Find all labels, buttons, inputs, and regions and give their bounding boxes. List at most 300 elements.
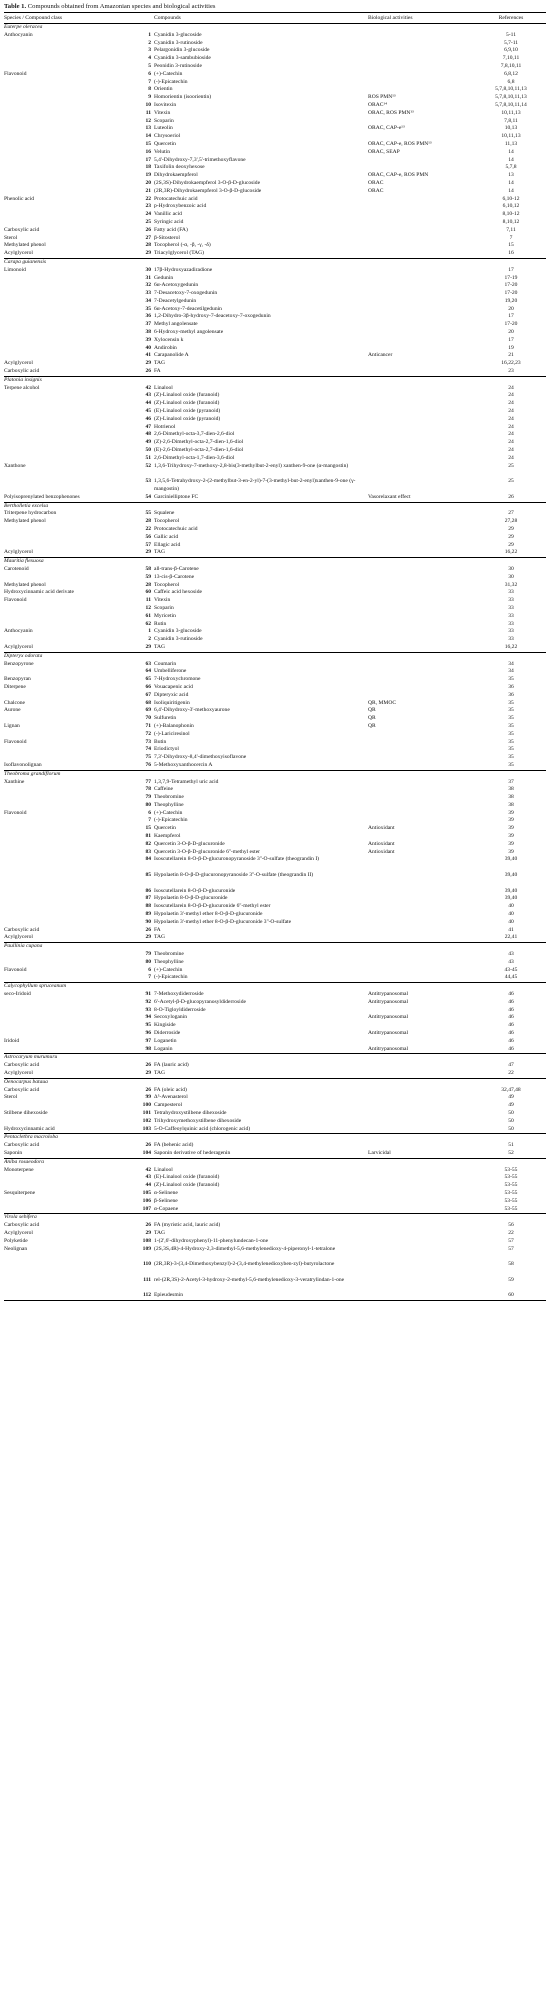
compound-number-cell: 11 [145, 109, 151, 116]
references-cell: 17-19 [504, 274, 518, 281]
compound-number-cell: 19 [145, 172, 151, 179]
table-row [4, 895, 546, 903]
species-name: Virola sebifera [4, 1214, 546, 1222]
references-cell: 35 [508, 746, 514, 753]
biological-activity-cell [368, 219, 476, 227]
biological-activity-cell [368, 833, 476, 841]
compound-number-cell: 29 [145, 549, 151, 556]
compound-number-cell: 42 [145, 384, 151, 391]
compound-class-cell [4, 79, 134, 87]
compound-name-cell: β-Selinene [154, 1197, 178, 1204]
compound-name-cell: 6-Hydroxy-methyl angolensate [154, 329, 224, 336]
biological-activity-cell [368, 1206, 476, 1214]
table-row [4, 510, 546, 518]
compound-class-cell [4, 1030, 134, 1038]
compound-class-cell: Terpene alcohol [4, 384, 40, 391]
compound-name-cell: Peonidin 3-rutinoside [154, 62, 202, 69]
biological-activity-cell [368, 1062, 476, 1070]
table-row [4, 549, 546, 557]
compound-name-cell: Isoscutellarein 8-O-β-D-glucuronide 6''-methyl ester [154, 903, 271, 910]
references-cell: 49 [508, 1102, 514, 1109]
table-row [4, 125, 546, 133]
compound-class-cell [4, 1174, 134, 1182]
references-cell: 8,10-12 [502, 211, 520, 218]
references-cell: 43 [508, 958, 514, 965]
compound-class-cell [4, 455, 134, 463]
compound-name-cell: Tocopherol (-α, -β, -γ, -δ) [154, 242, 211, 249]
references-cell: 24 [508, 392, 514, 399]
table-row [4, 47, 546, 55]
biological-activity-cell [368, 597, 476, 605]
references-cell: 43-45 [504, 966, 518, 973]
compound-number-cell: 7 [148, 974, 151, 981]
compound-class-cell [4, 298, 134, 306]
biological-activity-cell: ORAC, CAP-e¹³ [368, 125, 405, 132]
references-cell: 36 [508, 683, 514, 690]
compound-name-cell: Theophylline [154, 958, 184, 965]
compound-class-cell: Acylglycerol [4, 643, 33, 650]
references-cell: 39 [508, 817, 514, 824]
species-row [4, 24, 546, 32]
table-row [4, 927, 546, 935]
references-cell: 35 [508, 715, 514, 722]
table-row [4, 360, 546, 368]
references-cell: 35 [508, 761, 514, 768]
references-cell: 39 [508, 840, 514, 847]
compound-number-cell: 6 [148, 966, 151, 973]
references-cell: 10,13 [504, 125, 518, 132]
biological-activity-cell [368, 463, 476, 479]
table-row [4, 841, 546, 849]
compound-number-cell: 100 [142, 1102, 151, 1109]
header-references: References [476, 13, 546, 24]
compound-class-cell [4, 157, 134, 165]
compound-class-cell: Monoterpene [4, 1166, 34, 1173]
biological-activity-cell [368, 636, 476, 644]
compound-class-cell [4, 86, 134, 94]
compound-name-cell: Homorientin (isoorientin) [154, 94, 212, 101]
biological-activity-cell [368, 408, 476, 416]
compound-name-cell: 6'-Acetyl-β-D-glucopyranosyldiderroside [154, 998, 246, 1005]
compound-number-cell: 99 [145, 1094, 151, 1101]
compound-name-cell: (+)-Catechin [154, 966, 183, 973]
table-row [4, 1022, 546, 1030]
species-name: Carapa guianensis [4, 258, 546, 266]
table-row [4, 164, 546, 172]
compound-name-cell: TAG [154, 1229, 165, 1236]
compound-number-cell: 102 [142, 1117, 151, 1124]
table-row [4, 1030, 546, 1038]
compound-number-cell: 54 [145, 493, 151, 500]
compound-name-cell: TAG [154, 934, 165, 941]
references-cell: 16,22,23 [501, 360, 521, 367]
biological-activity-cell [368, 1142, 476, 1150]
compound-number-cell: 59 [145, 573, 151, 580]
references-cell: 7,8,10,11 [500, 62, 522, 69]
table-row [4, 416, 546, 424]
compound-name-cell: Hypolaetin 8-O-β-D-glucuronopyranoside 3''-O-sulfate (theograndin II) [154, 872, 314, 879]
compound-name-cell: α-Selinene [154, 1189, 178, 1196]
species-row [4, 1158, 546, 1166]
compound-name-cell: TAG [154, 643, 165, 650]
compound-number-cell: 51 [145, 454, 151, 461]
references-cell: 5-11 [506, 31, 516, 38]
compound-name-cell: Butin [154, 738, 167, 745]
references-cell: 50 [508, 1125, 514, 1132]
biological-activity-cell [368, 731, 476, 739]
compound-class-cell: Xanthone [4, 462, 26, 469]
references-cell: 38 [508, 786, 514, 793]
references-cell: 46 [508, 998, 514, 1005]
table-row [4, 32, 546, 40]
compound-name-cell: Scoparin [154, 604, 174, 611]
table-row [4, 63, 546, 71]
compound-class-cell [4, 40, 134, 48]
species-name: Bertholletia excelsa [4, 502, 546, 510]
references-cell: 17 [508, 313, 514, 320]
compound-number-cell: 15 [145, 140, 151, 147]
table-row [4, 79, 546, 87]
compound-name-cell: Hypolaetin 3'-methyl ether 8-O-β-D-glucuronide 3''-O-sulfate [154, 918, 292, 925]
compound-class-cell: Methylated phenol [4, 581, 46, 588]
biological-activity-cell [368, 888, 476, 896]
biological-activity-cell: QR [368, 707, 376, 714]
compound-class-cell: Benzopyrone [4, 660, 34, 667]
compound-name-cell: Coumarin [154, 660, 177, 667]
compound-class-cell [4, 164, 134, 172]
compound-name-cell: Ellagic acid [154, 541, 181, 548]
compound-name-cell: Tocopherol [154, 518, 180, 525]
table-row [4, 974, 546, 982]
compound-name-cell: Vanillic acid [154, 211, 182, 218]
compound-number-cell: 22 [145, 195, 151, 202]
compound-name-cell: (2S,3S)-Dihydrokaempferol 3-O-β-D-glucoside [154, 179, 261, 186]
compound-number-cell: 36 [145, 313, 151, 320]
compound-class-cell [4, 621, 134, 629]
species-name: Euterpe oleracea [4, 24, 43, 30]
compound-name-cell: FA (myristic acid, lauric acid) [154, 1222, 221, 1229]
biological-activity-cell [368, 55, 476, 63]
references-cell: 35 [508, 707, 514, 714]
table-row [4, 250, 546, 258]
compound-number-cell: 79 [145, 794, 151, 801]
references-cell: 57 [508, 1237, 514, 1244]
table-row [4, 621, 546, 629]
compound-name-cell: Hotrienol [154, 423, 176, 430]
compound-class-cell [4, 63, 134, 71]
compound-number-cell: 58 [145, 565, 151, 572]
references-cell: 20 [508, 305, 514, 312]
biological-activity-cell [368, 746, 476, 754]
compound-number-cell: 20 [145, 179, 151, 186]
compound-class-cell [4, 431, 134, 439]
table-row [4, 715, 546, 723]
compound-name-cell: 7-Hydroxychromone [154, 676, 201, 683]
compound-class-cell [4, 352, 134, 360]
species-name: Mauritia flexuosa [4, 558, 546, 566]
table-row [4, 345, 546, 353]
compound-class-cell [4, 692, 134, 700]
table-row [4, 141, 546, 149]
table-row [4, 455, 546, 463]
compound-name-cell: Theobromine [154, 794, 184, 801]
compound-name-cell: (-)-Lariciresinol [154, 730, 190, 737]
references-cell: 6,10,12 [502, 203, 520, 210]
species-row [4, 1214, 546, 1222]
table-row [4, 1230, 546, 1238]
compound-class-cell: Carboxylic acid [4, 926, 40, 933]
compound-name-cell: Diderroside [154, 1030, 181, 1036]
compound-number-cell: 25 [145, 218, 151, 225]
biological-activity-cell: Anticancer [368, 352, 393, 359]
table-row [4, 424, 546, 432]
compound-name-cell: Protocatechuic acid [154, 195, 198, 202]
table-row [4, 582, 546, 590]
compound-class-cell [4, 1182, 134, 1190]
table-row [4, 385, 546, 393]
references-cell: 35 [508, 722, 514, 729]
compound-number-cell: 112 [134, 1292, 154, 1300]
compound-name-cell: Theobromine [154, 951, 184, 958]
compound-name-cell: 5-Methoxyxanthocercin A [154, 761, 213, 768]
species-name: Oenocarpus bataua [4, 1078, 546, 1086]
table-row [4, 110, 546, 118]
table-row [4, 566, 546, 574]
compound-name-cell: 8-O-Tigloyldiderroside [154, 1006, 206, 1013]
compound-name-cell: FA (lauric acid) [154, 1062, 189, 1069]
references-cell: 39,40 [504, 872, 518, 879]
references-cell: 53-55 [504, 1189, 518, 1196]
compound-class-cell [4, 746, 134, 754]
references-cell: 27 [508, 510, 514, 517]
compound-name-cell: TAG [154, 1069, 165, 1076]
compound-class-cell [4, 754, 134, 762]
compound-class-cell: Sterol [4, 1094, 18, 1101]
compound-name-cell: β-Sitosterol [154, 234, 180, 241]
compound-name-cell: (2R,3R)-3-(3,4-Dimethoxybenzyl)-2-(3,4-methylenedioxyben-zyl)-butyrolactone [154, 1261, 335, 1268]
biological-activity-cell: QR [368, 715, 376, 722]
compound-name-cell: Eriodictyol [154, 746, 179, 753]
compound-name-cell: Quercetin 3-O-β-D-glucuronide 6''-methyl ester [154, 848, 261, 855]
compound-number-cell: 2 [148, 39, 151, 46]
compound-number-cell: 29 [145, 934, 151, 941]
table-row [4, 368, 546, 376]
table-row [4, 534, 546, 542]
compound-class-cell: Carboxylic acid [4, 1142, 40, 1149]
table-row [4, 605, 546, 613]
compound-number-cell: 48 [145, 431, 151, 438]
compound-name-cell: 6α-Acetoxy-7-deacetilgedunin [154, 305, 222, 312]
table-row [4, 1007, 546, 1015]
compound-number-cell: 78 [145, 786, 151, 793]
biological-activity-cell [368, 235, 476, 243]
compound-number-cell: 79 [145, 951, 151, 958]
compound-class-cell [4, 841, 134, 849]
references-cell: 27,28 [504, 518, 518, 525]
compound-name-cell: Isovitexin [154, 101, 177, 108]
compound-name-cell: (Z)-Linalool oxide (furanoid) [154, 1182, 220, 1189]
compound-number-cell: 42 [145, 1166, 151, 1173]
table-row [4, 86, 546, 94]
references-cell: 31,32 [504, 581, 518, 588]
compound-name-cell: 13-cis-β-Carotene [154, 573, 195, 580]
species-row [4, 1078, 546, 1086]
compound-class-cell [4, 911, 134, 919]
compound-number-cell: 86 [145, 887, 151, 894]
biological-activity-cell [368, 63, 476, 71]
compound-class-cell [4, 951, 134, 959]
references-cell: 33 [508, 597, 514, 604]
references-cell: 17 [508, 266, 514, 273]
compound-number-cell: 7 [148, 78, 151, 85]
compound-name-cell: Orientin [154, 86, 173, 93]
compound-name-cell: Hypolaetin 8-O-β-D-glucuronide [154, 895, 228, 902]
table-row [4, 849, 546, 857]
references-cell: 39 [508, 848, 514, 855]
biological-activity-cell: Vasorelaxant effect [368, 493, 411, 500]
compound-class-cell [4, 636, 134, 644]
compound-class-cell [4, 668, 134, 676]
compound-class-cell: Chalcone [4, 699, 25, 706]
species-row [4, 376, 546, 384]
biological-activity-cell [368, 431, 476, 439]
compound-class-cell: Anthocyanin [4, 628, 33, 635]
references-cell: 35 [508, 730, 514, 737]
compound-number-cell: 52 [145, 462, 151, 469]
compound-name-cell: Vitexin [154, 109, 171, 116]
biological-activity-cell [368, 227, 476, 235]
table-row [4, 779, 546, 787]
table-row [4, 644, 546, 652]
references-cell: 6,8,12 [504, 70, 518, 77]
references-cell: 29 [508, 526, 514, 532]
compound-number-cell: 9 [148, 94, 151, 101]
table-row [4, 1102, 546, 1110]
compound-number-cell: 67 [145, 691, 151, 698]
table-row [4, 1126, 546, 1134]
compound-class-cell: Acylglycerol [4, 934, 33, 941]
biological-activity-cell [368, 306, 476, 314]
compound-name-cell: (-)-Epicatechin [154, 817, 188, 824]
compound-class-cell: Saponin [4, 1149, 23, 1156]
compound-class-cell [4, 526, 134, 534]
compound-number-cell: 18 [145, 164, 151, 171]
compound-class-cell: Flavonoid [4, 70, 27, 77]
compound-number-cell: 49 [145, 439, 151, 446]
compound-class-cell [4, 833, 134, 841]
biological-activity-cell [368, 345, 476, 353]
table-row [4, 739, 546, 747]
compound-class-cell: Hydroxycinnamic acid [4, 1125, 55, 1132]
table-row [4, 723, 546, 731]
references-cell: 46 [508, 1014, 514, 1021]
compound-number-cell: 75 [145, 754, 151, 761]
references-cell: 7,11 [506, 226, 516, 233]
species-name: Calycophyllum spruceanum [4, 983, 546, 991]
compound-name-cell: Vitexin [154, 597, 171, 604]
table-row [4, 999, 546, 1007]
compound-name-cell: 1,3,6-Trihydroxy-7-methoxy-2,8-bis(3-methylbut-2-enyl) xanthen-9-one (α-mangostin) [154, 462, 349, 469]
compound-class-cell [4, 1046, 134, 1054]
compound-number-cell: 5 [148, 62, 151, 69]
compound-name-cell: 6,4'-Dihydroxy-3'-methoxyaurone [154, 707, 230, 714]
table-row [4, 408, 546, 416]
biological-activity-cell [368, 1190, 476, 1198]
biological-activity-cell [368, 211, 476, 219]
biological-activity-cell [368, 455, 476, 463]
compound-name-cell: Carapanolide A [154, 352, 189, 359]
biological-activity-cell [368, 895, 476, 903]
compound-number-cell: 90 [145, 918, 151, 925]
compound-number-cell: 29 [145, 250, 151, 257]
compound-name-cell: TAG [154, 549, 165, 556]
table-row [4, 661, 546, 669]
compound-name-cell: 1-(2',6'-dihydroxyphenyl)-11-phenylundecan-1-one [154, 1237, 269, 1244]
biological-activity-cell [368, 919, 476, 927]
biological-activity-cell [368, 267, 476, 275]
table-row [4, 1150, 546, 1158]
compound-name-cell: 2,6-Dimethyl-octa-1,7-dien-3,6-diol [154, 454, 235, 461]
biological-activity-cell [368, 118, 476, 126]
table-row [4, 1261, 546, 1277]
compound-number-cell: 80 [145, 801, 151, 808]
compound-number-cell: 65 [145, 676, 151, 683]
biological-activity-cell: Antitrypanosomal [368, 998, 409, 1005]
references-cell: 46 [508, 1006, 514, 1013]
compound-name-cell: 7-Deacetylgedunin [154, 297, 197, 304]
compound-class-cell [4, 172, 134, 180]
compound-name-cell: Linalool [154, 1166, 173, 1173]
compound-name-cell: Isoscutellarein 8-O-β-D-glucuronide [154, 887, 236, 894]
biological-activity-cell [368, 668, 476, 676]
species-row [4, 652, 546, 660]
compound-class-cell [4, 211, 134, 219]
references-cell: 24 [508, 447, 514, 454]
compound-number-cell: 26 [145, 1142, 151, 1149]
compound-name-cell: Linalool [154, 384, 173, 391]
references-cell: 33 [508, 589, 514, 596]
compound-name-cell: Dihydrokaempferol [154, 172, 198, 179]
compound-class-cell: Acylglycerol [4, 1229, 33, 1236]
compound-class-cell [4, 345, 134, 353]
biological-activity-cell [368, 298, 476, 306]
compound-class-cell [4, 534, 134, 542]
references-cell: 5,7,8,10,11,13 [495, 94, 527, 101]
biological-activity-cell [368, 1094, 476, 1102]
compound-number-cell: 11 [145, 597, 151, 604]
references-cell: 43 [508, 951, 514, 958]
references-cell: 50 [508, 1117, 514, 1124]
compound-name-cell: FA (behenic acid) [154, 1142, 194, 1149]
compound-number-cell: 60 [145, 589, 151, 596]
compound-class-cell [4, 290, 134, 298]
compound-number-cell: 37 [145, 321, 151, 328]
compound-number-cell: 17 [145, 156, 151, 163]
compound-name-cell: (2R,3R)-Dihydrokaempferol 3-O-β-D-glucoside [154, 187, 262, 194]
references-cell: 36 [508, 691, 514, 698]
references-cell: 50 [508, 1109, 514, 1116]
biological-activity-cell: Antioxidant [368, 825, 395, 832]
compound-class-cell: Polyisoprenylated benzophenones [4, 493, 80, 500]
compound-number-cell: 14 [145, 133, 151, 140]
species-name: Dipteryx odorata [4, 652, 546, 660]
compound-name-cell: Quercetin 3-O-β-D-glucuronide [154, 840, 225, 847]
table-row [4, 275, 546, 283]
compound-name-cell: (E)-Linalool oxide (pyranoid) [154, 408, 221, 415]
compound-class-cell: Limonoid [4, 266, 26, 273]
biological-activity-cell [368, 1126, 476, 1134]
compound-class-cell [4, 872, 134, 888]
